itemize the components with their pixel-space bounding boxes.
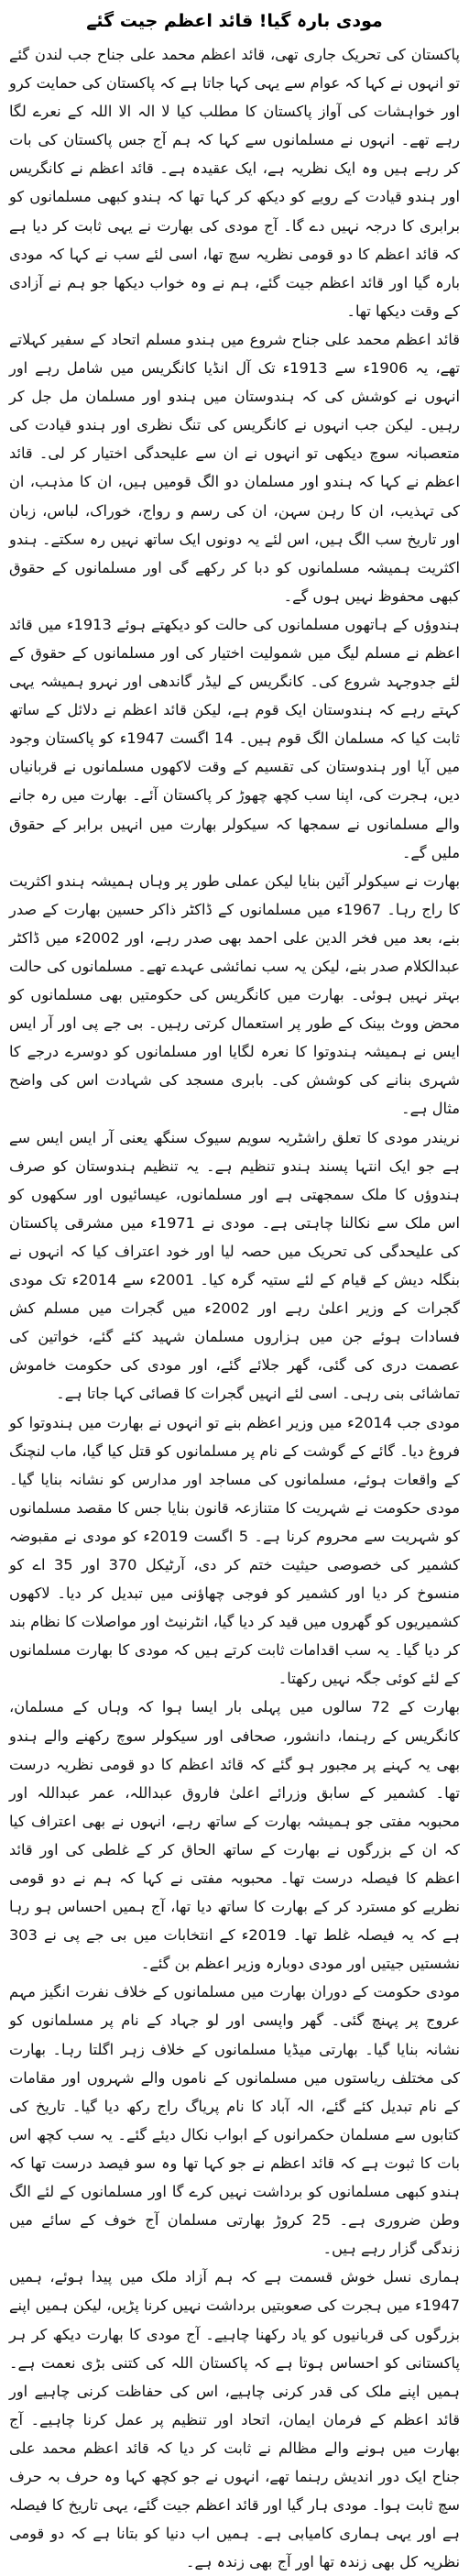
article-paragraph: بھارت کے 72 سالوں میں پہلی بار ایسا ہوا کہ وہاں کے مسلمان، کانگریس کے رہنما، دانشور، صحافی اور سیکولر سوچ رکھنے والے ہندو بھی یہ کہنے پر مجبور ہو گئے کہ قائد اعظم کا دو قومی نظریہ درست تھا۔ کشمیر کے سابق وزرائے اعلیٰ فاروق عبداللہ، عمر عبداللہ اور محبوبہ مفتی جو ہمیشہ بھارت کے ساتھ رہے، انہوں نے بھی اعتراف کیا کہ ان کے بزرگوں نے بھارت کے ساتھ الحاق کر کے غلطی کی اور قائد اعظم کا فیصلہ درست تھا۔ محبوبہ مفتی نے کہا کہ ہم نے دو قومی نظریے کو مسترد کر کے بھارت کا ساتھ دیا تھا، آج ہمیں احساس ہو رہا ہے کہ یہ فیصلہ غلط تھا۔ 2019ء کے انتخابات میں بی جے پی نے 303 نشستیں جیتیں اور مودی دوبارہ وزیر اعظم بن گئے۔ (9, 1698, 460, 1973)
article-body (9, 40, 460, 2576)
article-paragraph: قائد اعظم محمد علی جناح شروع میں ہندو مسلم اتحاد کے سفیر کہلاتے تھے، یہ 1906ء سے 1913ء تک آل انڈیا کانگریس میں شامل رہے اور انہوں نے کوشش کی کہ ہندوستان میں ہندو اور مسلمان مل جل کر رہیں۔ لیکن جب انہوں نے کانگریس کی تنگ نظری اور ہندو قیادت کی متعصبانہ سوچ دیکھی تو انہوں نے ان سے علیحدگی اختیار کر لی۔ قائد اعظم نے کہا کہ ہندو اور مسلمان دو الگ قومیں ہیں، ان کا مذہب، ان کی تہذیب، ان کا رہن سہن، ان کی رسم و رواج، خوراک، لباس، زبان اور تاریخ سب الگ ہیں، اس لئے یہ دونوں ایک ساتھ نہیں رہ سکتے۔ ہندو اکثریت ہمیشہ مسلمانوں کو دبا کر رکھے گی اور مسلمانوں کے حقوق کبھی محفوظ نہیں ہوں گے۔ (9, 330, 460, 605)
article-paragraph: بھارت نے سیکولر آئین بنایا لیکن عملی طور پر وہاں ہمیشہ ہندو اکثریت کا راج رہا۔ 1967ء میں مسلمانوں کے ڈاکٹر ذاکر حسین بھارت کے صدر بنے، بعد میں فخر الدین علی احمد بھی صدر رہے، اور 2002ء میں ڈاکٹر عبدالکلام صدر بنے، لیکن یہ سب نمائشی عہدے تھے۔ مسلمانوں کی حالت بہتر نہیں ہوئی۔ بھارت میں کانگریس کی حکومتیں بھی مسلمانوں کو محض ووٹ بینک کے طور پر استعمال کرتی رہیں۔ بی جے پی اور آر ایس ایس نے ہمیشہ ہندوتوا کا نعرہ لگایا اور مسلمانوں کو دوسرے درجے کا شہری بنانے کی کوشش کی۔ بابری مسجد کی شہادت اس کی واضح مثال ہے۔ (9, 871, 460, 1118)
article-paragraph: مودی جب 2014ء میں وزیر اعظم بنے تو انہوں نے بھارت میں ہندوتوا کو فروغ دیا۔ گائے کے گوشت کے نام پر مسلمانوں کو قتل کیا گیا، ماب لنچنگ کے واقعات ہوئے، مسلمانوں کی مساجد اور مدارس کو نشانہ بنایا گیا۔ مودی حکومت نے شہریت کا متنازعہ قانون بنایا جس کا مقصد مسلمانوں کو شہریت سے محروم کرنا ہے۔ 5 اگست 2019ء کو مودی نے مقبوضہ کشمیر کی خصوصی حیثیت ختم کر دی، آرٹیکل 370 اور 35 اے کو منسوخ کر دیا اور کشمیر کو فوجی چھاؤنی میں تبدیل کر دیا۔ لاکھوں کشمیریوں کو گھروں میں قید کر دیا گیا، انٹرنیٹ اور مواصلات کا نظام بند کر دیا گیا۔ یہ سب اقدامات ثابت کرتے ہیں کہ مودی کا بھارت مسلمانوں کے لئے کوئی جگہ نہیں رکھتا۔ (9, 1413, 460, 1688)
article-paragraph: پاکستان کی تحریک جاری تھی، قائد اعظم محمد علی جناح جب لندن گئے تو انہوں نے کہا کہ عوام سے یہی کہا جاتا ہے کہ پاکستان کی حمایت کرو اور خواہشات کی آواز پاکستان کا مطلب کیا لا الہ الا اللہ کے نعرے لگا رہے تھے۔ انہوں نے مسلمانوں سے کہا کہ ہم آج جس پاکستان کی بات کر رہے ہیں وہ ایک نظریہ ہے، ایک عقیدہ ہے۔ قائد اعظم نے کانگریس اور ہندو قیادت کے رویے کو دیکھ کر کہا تھا کہ ہندو کبھی مسلمانوں کو برابری کا درجہ نہیں دے گا۔ آج مودی کی بھارت نے یہی ثابت کر دیا ہے کہ قائد اعظم کا دو قومی نظریہ سچ تھا، اسی لئے سب نے کہا کہ مودی بارہ گیا اور قائد اعظم جیت گئے، ہم نے وہ خواب دیکھا جو ہم نے آزادی کے وقت دیکھا تھا۔ (9, 46, 460, 320)
article-paragraph: نریندر مودی کا تعلق راشٹریہ سویم سیوک سنگھ یعنی آر ایس ایس سے ہے جو ایک انتہا پسند ہندو تنظیم ہے۔ یہ تنظیم ہندوستان کو صرف ہندوؤں کا ملک سمجھتی ہے اور مسلمانوں، عیسائیوں اور سکھوں کو اس ملک سے نکالنا چاہتی ہے۔ مودی نے 1971ء میں مشرقی پاکستان کی علیحدگی کی تحریک میں حصہ لیا اور خود اعتراف کیا کہ انہوں نے بنگلہ دیش کے قیام کے لئے ستیہ گرہ کیا۔ 2001ء سے 2014ء تک مودی گجرات کے وزیر اعلیٰ رہے اور 2002ء میں گجرات میں مسلم کش فسادات ہوئے جن میں ہزاروں مسلمان شہید کئے گئے، خواتین کی عصمت دری کی گئی، گھر جلائے گئے، اور مودی کی حکومت خاموش تماشائی بنی رہی۔ اسی لئے انہیں گجرات کا قصائی کہا جاتا ہے۔ (9, 1128, 461, 1403)
article-paragraph: مودی حکومت کے دوران بھارت میں مسلمانوں کے خلاف نفرت انگیز مہم عروج پر پہنچ گئی۔ گھر واپسی اور لو جہاد کے نام پر مسلمانوں کو نشانہ بنایا گیا۔ بھارتی میڈیا مسلمانوں کے خلاف زہر اگلتا رہا۔ بھارت کی مختلف ریاستوں میں مسلمانوں کے ناموں والے شہروں اور مقامات کے نام تبدیل کئے گئے، الہ آباد کا نام پریاگ راج رکھ دیا گیا۔ تاریخ کی کتابوں سے مسلمان حکمرانوں کے ابواب نکال دیئے گئے۔ یہ سب کچھ اس بات کا ثبوت ہے کہ قائد اعظم نے جو کہا تھا وہ سو فیصد درست تھا کہ ہندو کبھی مسلمانوں کو برداشت نہیں کرے گا اور مسلمانوں کے لئے الگ وطن ضروری ہے۔ 25 کروڑ بھارتی مسلمان آج خوف کے سائے میں زندگی گزار رہے ہیں۔ (9, 1983, 460, 2258)
article-headline: مودی بارہ گیا! قائد اعظم جیت گئے (86, 11, 383, 31)
article-paragraph: ہماری نسل خوش قسمت ہے کہ ہم آزاد ملک میں پیدا ہوئے، ہمیں 1947ء میں ہجرت کی صعوبتیں برداشت نہیں کرنا پڑیں، لیکن ہمیں اپنے بزرگوں کی قربانیوں کو یاد رکھنا چاہیے۔ آج مودی کا بھارت دیکھ کر ہر پاکستانی کو احساس ہوتا ہے کہ پاکستان اللہ کی کتنی بڑی نعمت ہے۔ ہمیں اپنے ملک کی قدر کرنی چاہیے، اس کی حفاظت کرنی چاہیے اور قائد اعظم کے فرمان ایمان، اتحاد اور تنظیم پر عمل کرنا چاہیے۔ آج بھارت میں ہونے والے مظالم نے ثابت کر دیا کہ قائد اعظم محمد علی جناح ایک دور اندیش رہنما تھے، انہوں نے جو کچھ کہا وہ حرف بہ حرف سچ ثابت ہوا۔ مودی ہار گیا اور قائد اعظم جیت گئے، یہی تاریخ کا فیصلہ ہے اور یہی ہماری کامیابی ہے۔ ہمیں اب دنیا کو بتانا ہے کہ دو قومی نظریہ کل بھی زندہ تھا اور آج بھی زندہ ہے۔ (9, 2268, 460, 2571)
article-paragraph: ہندوؤں کے ہاتھوں مسلمانوں کی حالت کو دیکھتے ہوئے 1913ء میں قائد اعظم نے مسلم لیگ میں شمولیت اختیار کی اور مسلمانوں کے حقوق کے لئے جدوجہد شروع کی۔ کانگریس کے لیڈر گاندھی اور نہرو ہمیشہ یہی کہتے رہے کہ ہندوستان ایک قوم ہے، لیکن قائد اعظم نے دلائل کے ساتھ ثابت کیا کہ مسلمان الگ قوم ہیں۔ 14 اگست 1947ء کو پاکستان وجود میں آیا اور ہندوستان کی تقسیم کے وقت لاکھوں مسلمانوں نے قربانیاں دیں، ہجرت کی، اپنا سب کچھ چھوڑ کر پاکستان آئے۔ بھارت میں رہ جانے والے مسلمانوں نے سمجھا کہ سیکولر بھارت میں انہیں برابر کے حقوق ملیں گے۔ (9, 615, 461, 861)
